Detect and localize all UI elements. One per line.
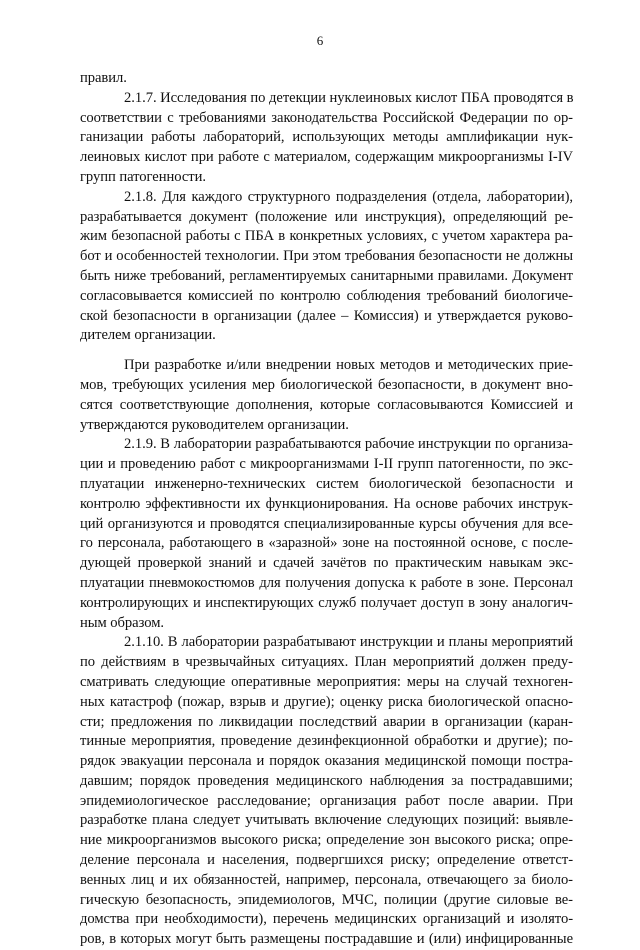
text-line: контролю эффективности их функционирования. На основе рабочих инструк- xyxy=(80,495,573,512)
text-line: сматривать следующие оперативные мероприятия: меры на случай техноген- xyxy=(80,673,573,690)
page-number: 6 xyxy=(316,33,324,48)
text-line: жим безопасной работы с ПБА в конкретных условиях, с учетом характера ра- xyxy=(80,228,573,245)
paragraph xyxy=(80,89,573,188)
text-line: согласовывается комиссией по контролю соблюдения требований биологиче- xyxy=(80,287,573,304)
text-line: ным образом. xyxy=(80,614,164,631)
paragraph xyxy=(80,435,573,633)
text-line: 2.1.8. Для каждого структурного подразделения (отдела, лаборатории), xyxy=(124,188,573,205)
text-line: рядок эвакуации персонала и порядок оказания медицинской помощи постра- xyxy=(80,753,573,770)
text-line: ской безопасности в организации (далее – Комиссия) и утверждается руково- xyxy=(80,307,573,324)
text-line: домства при необходимости), перечень медицинских организаций и изолято- xyxy=(80,911,573,928)
text-line: При разработке и/или внедрении новых методов и методических прие- xyxy=(124,357,573,374)
paragraph xyxy=(80,188,573,346)
document-body xyxy=(80,69,573,950)
text-line: плуатации пневмокостюмов для получения допуска к работе в зоне. Персонал xyxy=(80,574,573,591)
text-line: бот и особенностей технологии. При этом требования безопасности не должны xyxy=(80,248,573,265)
text-line: дителем организации. xyxy=(80,327,216,344)
paragraph xyxy=(80,69,573,89)
text-line: го персонала, работающего в «заразной» зоне на постоянной основе, с после- xyxy=(80,535,573,552)
text-line: 2.1.9. В лаборатории разрабатываются рабочие инструкции по организа- xyxy=(124,436,573,453)
text-line: быть ниже требований, регламентируемых санитарными правилами. Документ xyxy=(80,267,573,284)
text-line: по действиям в чрезвычайных ситуациях. План мероприятий должен преду- xyxy=(80,654,573,671)
text-line: утверждаются руководителем организации. xyxy=(80,416,349,433)
text-line: ров, в которых могут быть размещены пострадавшие и (или) инфицированные xyxy=(80,931,573,948)
text-line: сятся соответствующие дополнения, которые согласовываются Комиссией и xyxy=(80,396,573,413)
text-line: ции и проведению работ с микроорганизмами I-II групп патогенности, по экс- xyxy=(80,456,573,473)
text-line: разрабатывается документ (положение или инструкция), определяющий ре- xyxy=(80,208,573,225)
text-line: правил. xyxy=(80,70,127,86)
text-line: 2.1.7. Исследования по детекции нуклеиновых кислот ПБА проводятся в xyxy=(124,89,573,106)
text-line: эпидемиологическое расследование; организация работ после аварии. При xyxy=(80,792,573,809)
paragraph xyxy=(80,633,573,950)
text-line: соответствии с требованиями законодательства Российской Федерации по ор- xyxy=(80,109,573,126)
text-line: леиновых кислот при работе с материалом, содержащим микроорганизмы I-IV xyxy=(80,149,573,166)
text-line: гическую безопасность, эпидемиологов, МЧС, полиции (другие силовые ве- xyxy=(80,891,573,908)
paragraph-gap xyxy=(80,346,573,356)
text-line: мов, требующих усиления мер биологической безопасности, в документ вно- xyxy=(80,376,573,393)
text-line: дующей проверкой знаний и сдачей зачётов по практическим навыкам экс- xyxy=(80,555,573,572)
text-line: групп патогенности. xyxy=(80,168,206,185)
text-line: давшим; порядок проведения медицинского наблюдения за пострадавшими; xyxy=(80,772,573,789)
text-line: сти; предложения по ликвидации последствий аварии в организации (каран- xyxy=(80,713,573,730)
text-line: плуатации инженерно-технических систем биологической безопасности и xyxy=(80,475,573,492)
text-line: деление персонала и населения, подвергшихся риску; определение ответст- xyxy=(80,852,573,869)
text-line: ных катастроф (пожар, взрыв и другие); оценку риска биологической опасно- xyxy=(80,693,573,710)
text-line: 2.1.10. В лаборатории разрабатывают инструкции и планы мероприятий xyxy=(124,634,573,651)
text-line: ций организуются и проводятся специализированные курсы обучения для все- xyxy=(80,515,573,532)
text-line: разработке плана следует учитывать включение следующих позиций: выявле- xyxy=(80,812,573,829)
text-line: тинные мероприятия, проведение дезинфекционной обработки и другие); по- xyxy=(80,733,573,750)
text-line: ганизации работы лабораторий, использующих методы амплификации нук- xyxy=(80,129,573,146)
text-line: венных лиц и их обязанностей, например, персонала, отвечающего за биоло- xyxy=(80,871,573,888)
text-line: контролирующих и инспектирующих служб получает доступ в зону аналогич- xyxy=(80,594,573,611)
paragraph xyxy=(80,356,573,435)
text-line: ние микроорганизмов высокого риска; определение зон высокого риска; опре- xyxy=(80,832,573,849)
